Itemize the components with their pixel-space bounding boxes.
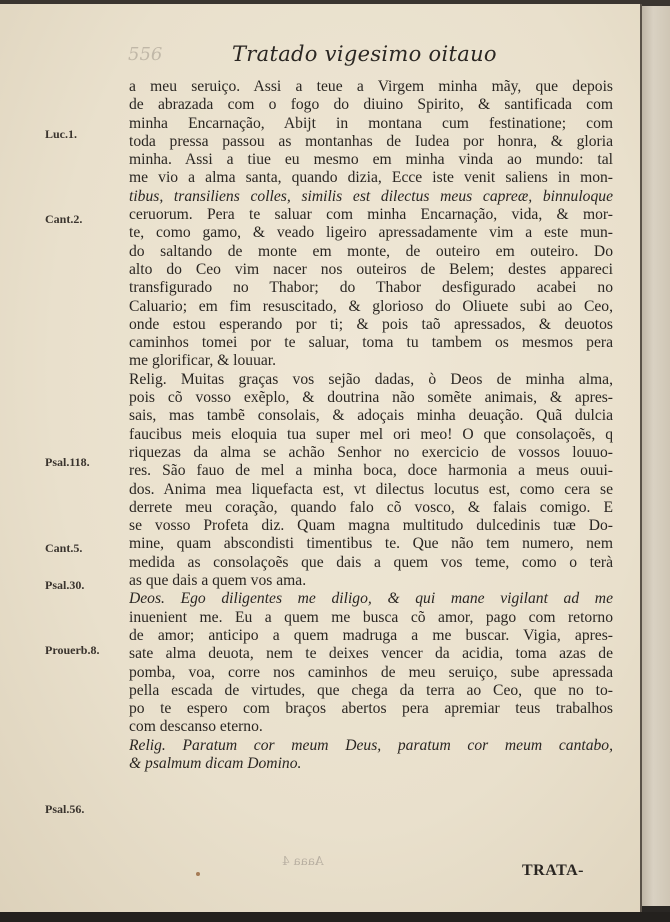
text-line: Relig. Muitas graças vos sejão dadas, ò Deos de minha alma, [129, 370, 613, 388]
text-line: riquezas da alma se achão Senhor no exercicio de vossos louuo- [129, 443, 613, 461]
text-line: onde estou esperando por ti; & pois taõ apressados, & deuotos [129, 315, 613, 333]
text-line: dos. Anima mea liquefacta est, vt dilectus locutus est, como cera se [129, 480, 613, 498]
body-text [129, 78, 613, 773]
marginal-note: Prouerb.8. [45, 643, 100, 657]
page-edge-right [642, 6, 670, 906]
text-line: a meu seruiço. Assi a teue a Virgem minha mãy, que depois [129, 78, 613, 95]
text-line-latin: Relig. Paratum cor meum Deus, paratum cor meum cantabo, [129, 736, 613, 754]
foxing-spot [196, 872, 200, 876]
text-line-latin: Deos. Ego diligentes me diligo, & qui mane vigilant ad me [129, 590, 613, 608]
marginal-note: Psal.56. [45, 802, 85, 816]
text-line: toda pressa passou as montanhas de Iudea por honra, & gloria [129, 132, 613, 150]
text-line: com descanso eterno. [129, 718, 263, 736]
text-line: alto do Ceo vim nacer nos outeiros de Belem; destes appareci [129, 260, 613, 278]
marginal-note: Cant.2. [45, 212, 83, 226]
text-line: inuenient me. Eu a quem me busca cõ amor, pago com retorno [129, 608, 613, 626]
marginal-note: Luc.1. [45, 127, 78, 141]
text-line: me glorificar, & louuar. [129, 352, 277, 370]
text-line: do saltando de monte em monte, de outeiro em outeiro. Do [129, 242, 613, 260]
text-line: po te espero com braços abertos pera apremiar teus trabalhos [129, 700, 613, 718]
text-line: pomba, voa, corre nos caminhos de meu seruiço, sube apressada [129, 663, 613, 681]
text-line: minha Encarnação, Abijt in montana cum festinatione; com [129, 114, 613, 132]
text-line: faucibus meis eloquia tua super mel ori meo! O que consolaçoẽs, q [129, 425, 613, 443]
text-line: se vosso Profeta diz. Quam magna multitudo dulcedinis tuæ Do- [129, 517, 613, 535]
text-line: minha. Assi a tiue eu mesmo em minha vinda ao mundo: tal [129, 151, 613, 169]
text-line: pois cõ vosso exẽplo, & doutrina não somẽte animais, & apres- [129, 389, 613, 407]
text-line: te, como gamo, & veado ligeiro apressadamente vim a este mun- [129, 224, 613, 242]
text-line: de amor; anticipo a quem madruga a me buscar. Vigia, apres- [129, 626, 613, 644]
text-line: sais, mas tambẽ consolais, & adoçais minha deuação. Quã dulcia [129, 407, 613, 425]
marginal-note: Cant.5. [45, 541, 83, 555]
text-line: medida as consolaçoẽs que dais a quem vos teme, como o terà [129, 553, 613, 571]
scan-bottom-border [0, 912, 670, 922]
text-line-latin: tibus, transiliens colles, similis est dilectus meus capreæ, binnuloque [129, 187, 613, 205]
marginal-note: Psal.118. [45, 455, 90, 469]
text-line: me vio a alma santa, quando dizia, Ecce iste venit saliens in mon- [129, 169, 613, 187]
text-line: de abrazada com o fogo do diuino Spirito, & santificada com [129, 96, 613, 114]
text-line: as que dais a quem vos ama. [129, 572, 307, 590]
text-line: mine, quam abscondisti timentibus te. Que não tem numero, nem [129, 535, 613, 553]
text-line: transfigurado no Thabor; do Thabor desfigurado acabei no [129, 279, 613, 297]
text-line: pella escada de virtudes, que chega da terra ao Ceo, que no to- [129, 681, 613, 699]
text-line: sate alma deuota, nem te deixes vencer da acidia, toma azas de [129, 645, 613, 663]
marginal-note: Psal.30. [45, 578, 85, 592]
catchword: TRATA- [522, 862, 584, 879]
bleed-through-page-number: 556 [128, 44, 163, 65]
bleed-through-signature: Aaaa 4 [282, 854, 324, 868]
text-line: derrete meu coração, quando falo cõ vosco, & falais comigo. E [129, 498, 613, 516]
text-line: caminhos tomei por te saluar, toma tu tambem os mesmos pera [129, 334, 613, 352]
text-line: ceruorum. Pera te saluar com minha Encarnação, vida, & mor- [129, 206, 613, 224]
text-line-latin: & psalmum dicam Domino. [129, 754, 302, 772]
running-head: Tratado vigesimo oitauo [232, 42, 497, 66]
text-line: res. São fauo de mel a minha boca, doce harmonia a meus ouui- [129, 462, 613, 480]
text-line: Caluario; em fim resuscitado, & glorioso do Oliuete subi ao Ceo, [129, 297, 613, 315]
